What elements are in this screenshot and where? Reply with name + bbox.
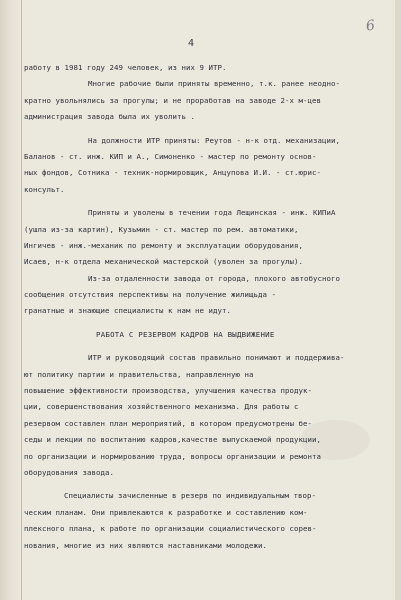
document-body bbox=[24, 60, 390, 554]
text-line: ции, совершенствования хозяйственного механизма. Для работы с bbox=[24, 402, 299, 412]
text-line: седы и лекции по воспитанию кадров,качестве выпускаемой продукции, bbox=[24, 435, 321, 445]
text-line: гранатные и знающие специалисты к нам не идут. bbox=[24, 306, 231, 316]
text-line: ИТР и руководящий состав правильно понимают и поддержива- bbox=[88, 353, 345, 363]
text-line: Исаев, н-к отдела механической мастерской (уволен за прогулы). bbox=[24, 257, 303, 267]
text-line: ют политику партии и правительства, направленную на bbox=[24, 369, 254, 379]
text-line: ческим планам. Они привлекаются к разработке и составлению ком- bbox=[24, 507, 308, 517]
text-line: кратно увольнялись за прогулы; и не проработав на заводе 2-х м-цев bbox=[24, 95, 321, 105]
text-line: На должности ИТР приняты: Реутов - н-к отд. механизации, bbox=[88, 135, 340, 145]
binding-strip bbox=[0, 0, 20, 600]
text-line: оборудования завода. bbox=[24, 467, 114, 477]
text-line: (ушла из-за картин), Кузьмин - ст. мастер по рем. автоматики, bbox=[24, 224, 299, 234]
page-edge bbox=[395, 0, 401, 600]
page-number: 4 bbox=[188, 38, 195, 49]
text-line: консульт. bbox=[24, 184, 65, 194]
text-line: Специалисты зачисленные в резерв по индивидуальным твор- bbox=[64, 491, 316, 501]
text-line: Приняты и уволены в течении года Лещинская - инж. КИПиА bbox=[88, 208, 336, 218]
text-line: Баланов - ст. инж. КИП и А., Симоненко - мастер по ремонту основ- bbox=[24, 151, 317, 161]
archive-mark: 6 bbox=[364, 17, 376, 35]
text-line: Ингичев - инж.-механик по ремонту и эксплуатации оборудования, bbox=[24, 240, 303, 250]
text-line: плексного плана, к работе по организации социалистического сорев- bbox=[24, 524, 317, 534]
text-line: нования, многие из них являются наставниками молодежи. bbox=[24, 540, 267, 550]
text-line: ных фондов, Сотника - техник-нормировщик, Анцупова И.И. - ст.юрис- bbox=[24, 168, 321, 178]
text-line: Многие рабочие были приняты временно, т.к. ранее неодно- bbox=[88, 79, 340, 89]
text-line: по организации и нормированию труда, вопросы организации и ремонта bbox=[24, 451, 321, 461]
text-line: резервом составлен план мероприятий, в котором предусмотрены бе- bbox=[24, 418, 312, 428]
section-heading: РАБОТА С РЕЗЕРВОМ КАДРОВ НА ВЫДВИЖЕНИЕ bbox=[96, 329, 275, 339]
margin-line bbox=[21, 0, 22, 600]
text-line: работу в 1981 году 249 человек, из них 9 ИТР. bbox=[24, 63, 227, 72]
text-line: повышение эффективности производства, улучшения качества продук- bbox=[24, 386, 312, 396]
text-line: администрация завода была их уволить . bbox=[24, 112, 195, 122]
text-line: сообщения отсутствия перспективы на получение жилищьда - bbox=[24, 290, 276, 300]
text-line: Из-за отдаленности завода от города, плохого автобусного bbox=[88, 273, 340, 283]
